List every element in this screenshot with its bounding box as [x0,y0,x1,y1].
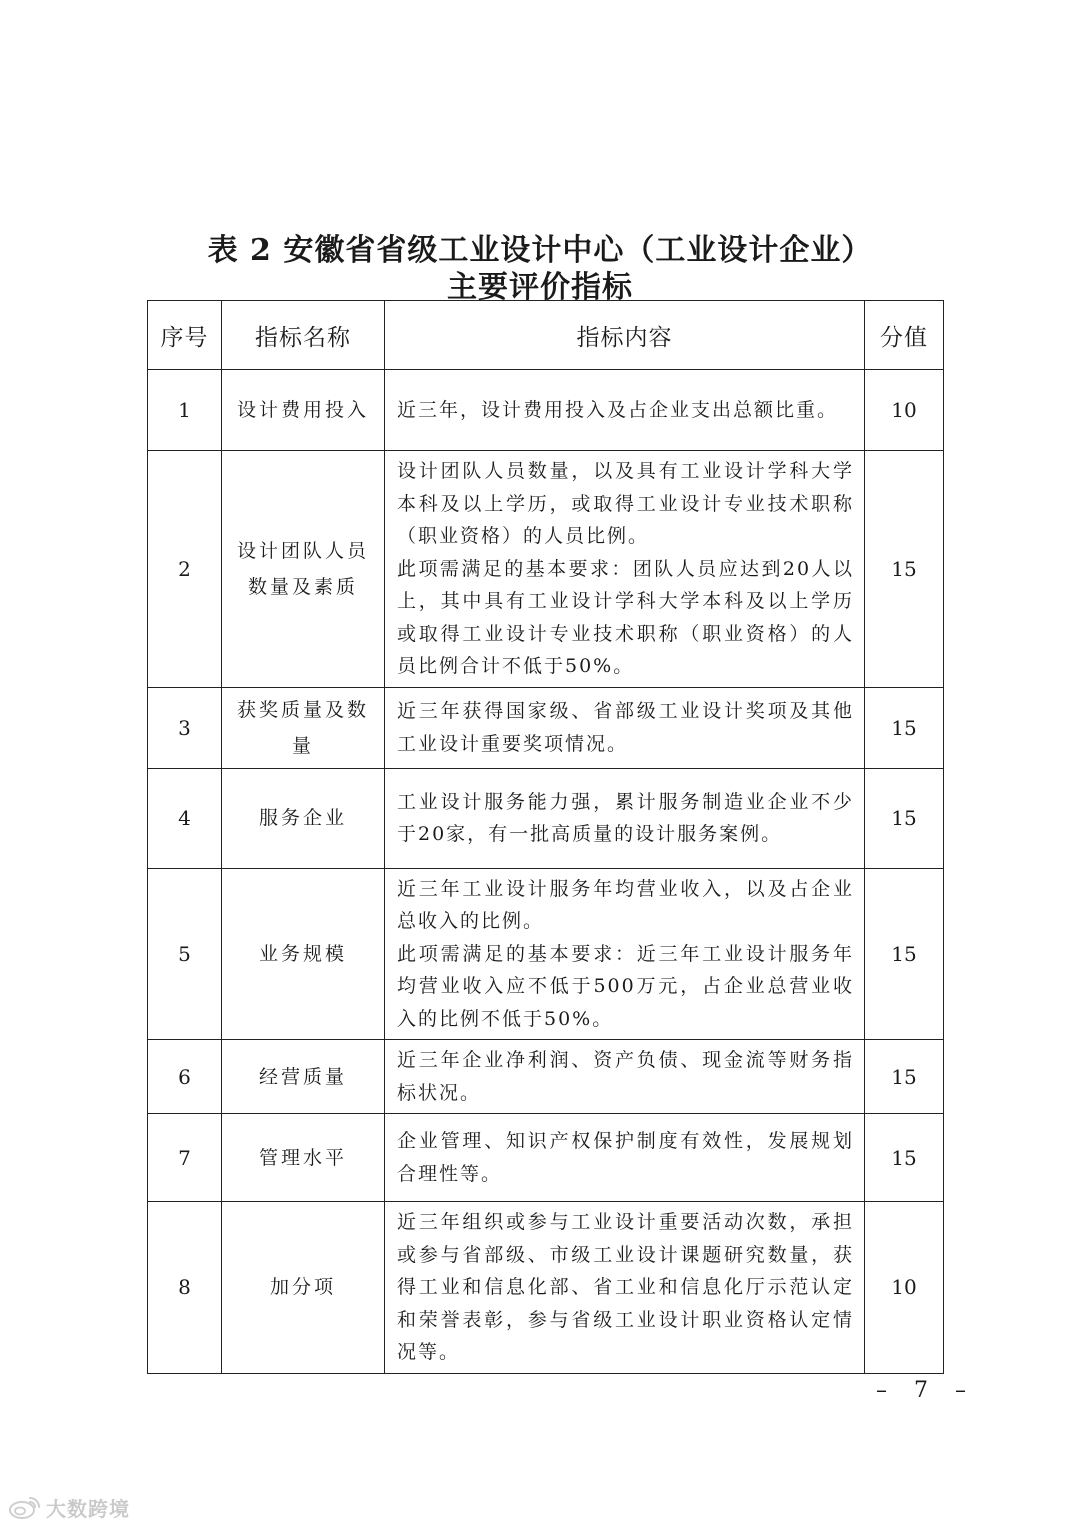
row-index: 1 [148,370,222,451]
row-indicator-content [385,370,865,451]
row-index: 4 [148,768,222,868]
row-score: 10 [865,1202,944,1374]
table-row [148,768,944,868]
content-paragraph: 此项需满足的基本要求：团队人员应达到20人以上，其中具有工业设计学科大学本科及以上学历或取得工业设计专业技术职称（职业资格）的人员比例合计不低于50%。 [397,557,854,677]
content-paragraph: 工业设计服务能力强，累计服务制造业企业不少于20家，有一批高质量的设计服务案例。 [397,790,854,845]
row-score: 15 [865,687,944,768]
table-row [148,1202,944,1374]
header-indicator-name: 指标名称 [222,301,385,370]
content-paragraph: 近三年组织或参与工业设计重要活动次数，承担或参与省部级、市级工业设计课题研究数量，获得工业和信息化部、省工业和信息化厅示范认定和荣誉表彰，参与省级工业设计职业资格认定情况等。 [397,1211,854,1363]
row-index: 6 [148,1040,222,1114]
row-indicator-content [385,451,865,688]
table-row [148,1114,944,1202]
row-score: 15 [865,451,944,688]
row-score: 15 [865,768,944,868]
row-score: 15 [865,868,944,1040]
row-score: 10 [865,370,944,451]
watermark [8,1492,130,1522]
table-row [148,687,944,768]
header-indicator-content: 指标内容 [385,301,865,370]
content-paragraph: 近三年工业设计服务年均营业收入，以及占企业总收入的比例。 [397,877,854,932]
watermark-text: 大数跨境 [46,1496,130,1521]
row-indicator-name: 获奖质量及数量 [222,687,385,768]
row-indicator-name: 设计团队人员数量及素质 [222,451,385,688]
row-index: 8 [148,1202,222,1374]
header-index: 序号 [148,301,222,370]
row-index: 5 [148,868,222,1040]
row-indicator-name: 设计费用投入 [222,370,385,451]
page-number: – 7 – [876,1378,976,1403]
content-paragraph: 近三年获得国家级、省部级工业设计奖项及其他工业设计重要奖项情况。 [397,700,854,755]
row-indicator-content [385,1114,865,1202]
row-index: 2 [148,451,222,688]
row-index: 7 [148,1114,222,1202]
table-row [148,1040,944,1114]
row-indicator-content [385,868,865,1040]
table-title-line-1: 表 2 安徽省省级工业设计中心（工业设计企业） [207,233,873,268]
row-indicator-name: 经营质量 [222,1040,385,1114]
table-row [148,868,944,1040]
content-paragraph: 企业管理、知识产权保护制度有效性，发展规划合理性等。 [397,1130,854,1185]
content-paragraph: 近三年，设计费用投入及占企业支出总额比重。 [397,398,839,421]
row-indicator-content [385,768,865,868]
content-paragraph: 设计团队人员数量，以及具有工业设计学科大学本科及以上学历，或取得工业设计专业技术职称（职业资格）的人员比例。 [397,460,854,547]
weibo-logo-icon [8,1494,42,1520]
row-indicator-name: 业务规模 [222,868,385,1040]
table-header-row [148,301,944,370]
row-indicator-content [385,1040,865,1114]
row-indicator-content [385,687,865,768]
header-score: 分值 [865,301,944,370]
row-indicator-content [385,1202,865,1374]
table-row [148,451,944,688]
row-indicator-name: 服务企业 [222,768,385,868]
table-row [148,370,944,451]
row-index: 3 [148,687,222,768]
evaluation-table [147,300,944,1374]
row-indicator-name: 管理水平 [222,1114,385,1202]
content-paragraph: 近三年企业净利润、资产负债、现金流等财务指标状况。 [397,1049,854,1104]
row-indicator-name: 加分项 [222,1202,385,1374]
content-paragraph: 此项需满足的基本要求：近三年工业设计服务年均营业收入应不低于500万元，占企业总营业收入的比例不低于50%。 [397,942,854,1030]
row-score: 15 [865,1040,944,1114]
table-title-line-2: 主要评价指标 [447,270,633,305]
row-score: 15 [865,1114,944,1202]
